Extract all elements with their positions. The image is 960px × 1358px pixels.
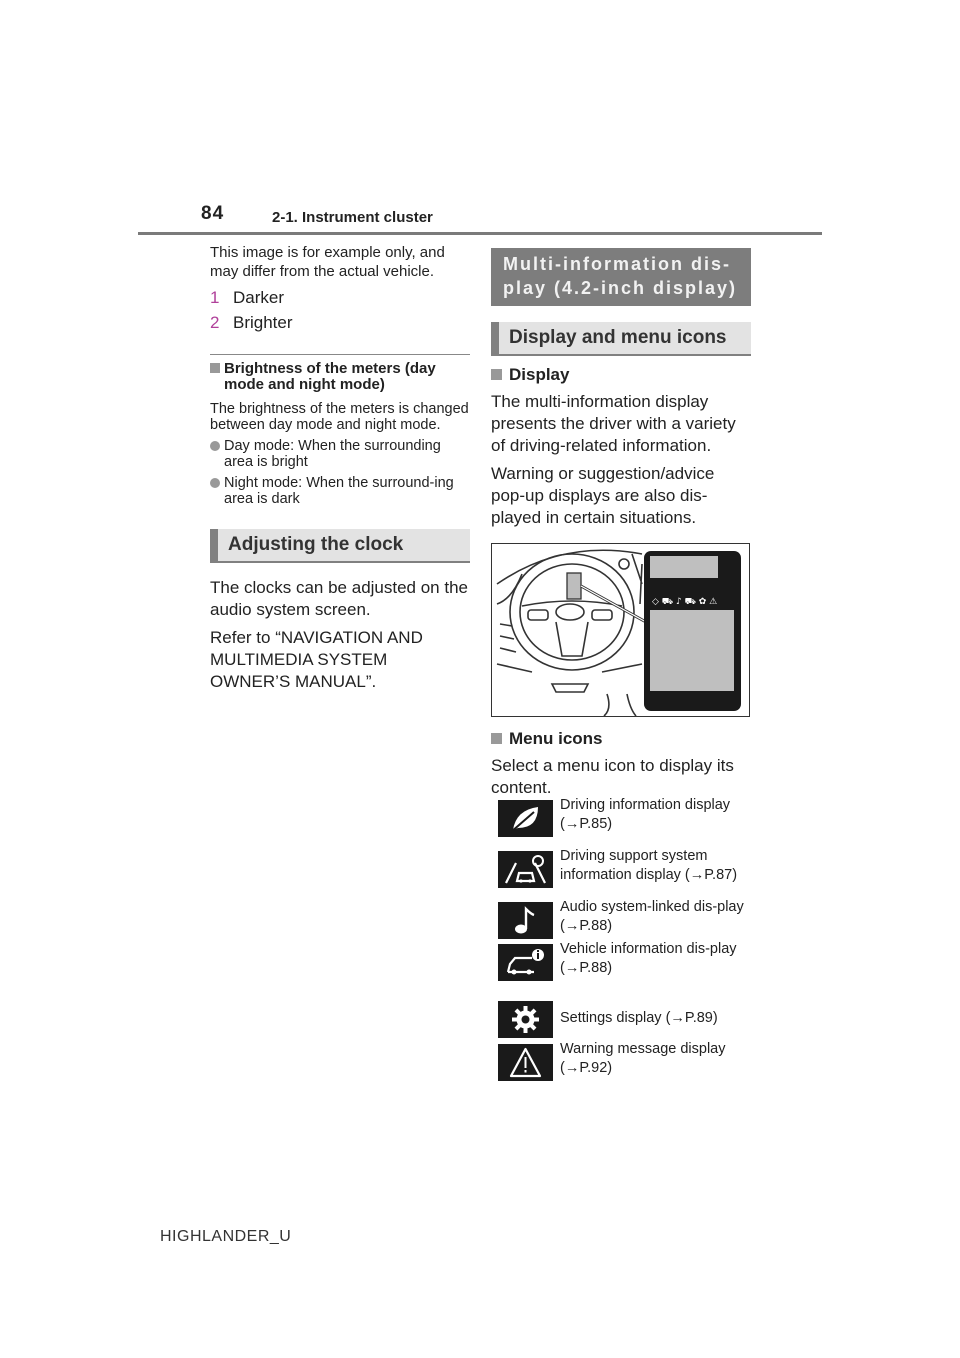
section-title: 2-1. Instrument cluster — [272, 209, 433, 226]
menu-icons-heading-text: Menu icons — [509, 729, 603, 748]
step-label: Darker — [233, 288, 285, 307]
brightness-body: The brightness of the meters is changed between day mode and night mode. — [210, 401, 469, 433]
bullet-text: Night mode: When the surround-ing area is dark — [224, 475, 454, 507]
menu-icons-heading — [491, 729, 751, 749]
clock-section-band: Adjusting the clock — [210, 529, 470, 563]
menu-item-label: Audio system-linked dis-play (→P.88) — [560, 899, 744, 934]
square-bullet-icon — [210, 363, 220, 373]
display-menu-band: Display and menu icons — [491, 322, 751, 356]
menu-item-label: Driving information display (→P.85) — [560, 797, 731, 832]
page-number: 84 — [201, 203, 225, 224]
step-number: 2 — [210, 313, 220, 332]
driving-support-icon — [498, 851, 553, 888]
display-paragraph-2: Warning or suggestion/advice pop-up displays are also dis-played in certain situations. — [491, 464, 715, 527]
display-heading — [491, 365, 751, 385]
brightness-title: Brightness of the meters (day mode and night mode) — [224, 360, 436, 393]
menu-item-label: Settings display (→P.89) — [560, 1010, 718, 1026]
step-number: 1 — [210, 288, 220, 307]
warning-icon — [498, 1044, 553, 1081]
gear-icon — [498, 1001, 553, 1038]
header-rule — [138, 232, 822, 235]
step-brighter — [210, 310, 470, 335]
menu-item-label: Vehicle information dis-play (→P.88) — [560, 941, 737, 976]
square-bullet-icon — [491, 369, 502, 380]
left-column — [210, 243, 470, 693]
circle-bullet-icon — [210, 478, 220, 488]
right-column — [491, 243, 751, 799]
list-item — [210, 438, 470, 470]
leaf-icon — [498, 800, 553, 837]
mini-menu-icons: ◇ ⛟ ♪ ⛟ ✿ ⚠ — [652, 597, 718, 607]
clock-paragraph-1: The clocks can be adjusted on the audio system screen. — [210, 578, 468, 619]
cluster-illustration — [491, 543, 750, 717]
step-darker — [210, 285, 470, 310]
display-paragraph-1: The multi-information display presents the driver with a variety of driving-related information. — [491, 392, 736, 455]
example-note: This image is for example only, and may differ from the actual vehicle. — [210, 244, 445, 280]
bullet-text: Day mode: When the surrounding area is bright — [224, 438, 441, 470]
menu-item-label: Warning message display (→P.92) — [560, 1041, 726, 1076]
clock-paragraph-2: Refer to “NAVIGATION AND MULTIMEDIA SYSTEM OWNER’S MANUAL”. — [210, 628, 423, 691]
music-note-icon — [498, 902, 553, 939]
menu-intro: Select a menu icon to display its content. — [491, 756, 734, 797]
circle-bullet-icon — [210, 441, 220, 451]
divider — [210, 354, 470, 355]
square-bullet-icon — [491, 733, 502, 744]
menu-item-label: Driving support system information display (→P.87) — [560, 848, 738, 883]
steering-wheel-drawing — [492, 544, 749, 716]
brightness-heading — [210, 361, 470, 393]
step-label: Brighter — [233, 313, 293, 332]
vehicle-info-icon — [498, 944, 553, 981]
footer-model: HIGHLANDER_U — [160, 1228, 292, 1245]
multi-info-band: Multi-information dis-play (4.2-inch display) — [491, 248, 751, 306]
display-heading-text: Display — [509, 365, 570, 384]
menu-icon-list — [491, 797, 753, 1090]
list-item — [210, 475, 470, 507]
